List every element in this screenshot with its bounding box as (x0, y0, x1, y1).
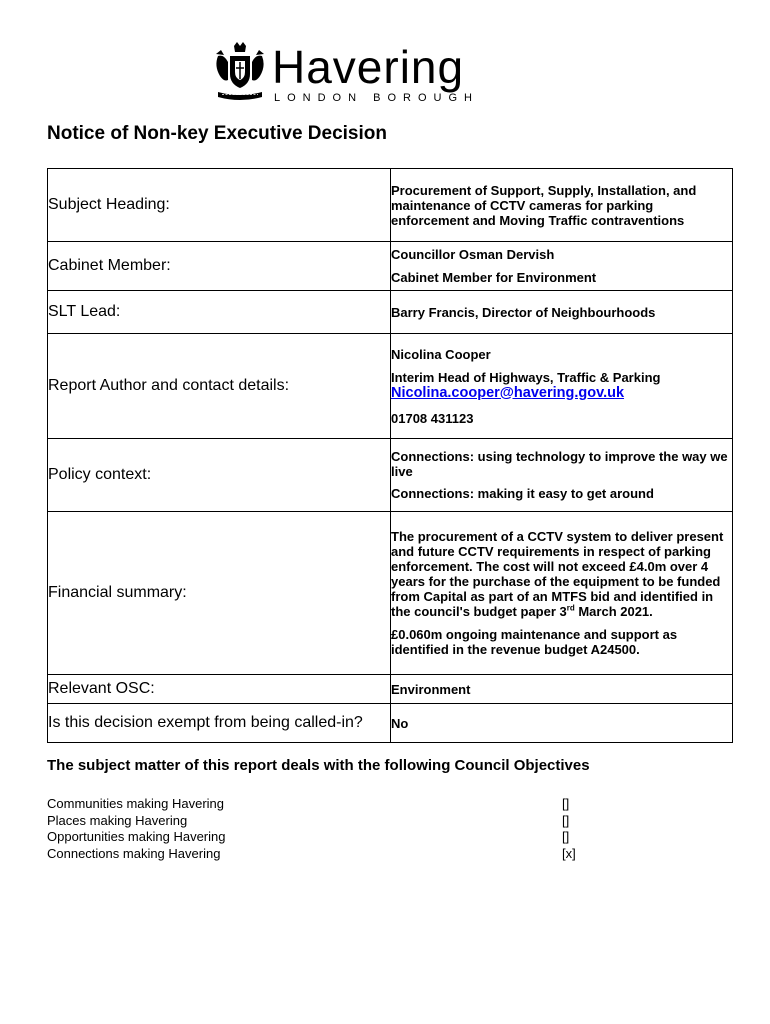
cabinet-member-name: Councillor Osman Dervish (391, 247, 555, 262)
objective-checkbox: [x] (562, 845, 576, 861)
policy-context-label: Policy context: (48, 439, 391, 512)
author-role: Interim Head of Highways, Traffic & Parking (391, 369, 661, 385)
report-author-value (391, 334, 733, 439)
financial-para-1: The procurement of a CCTV system to deliver present and future CCTV requirements in respect of parking enforcement. The cost will not exceed £4.0m over 4 years for the purchase of the equipment to be funded from Capital as part of an MTFS bid and identified in the council's budget paper 3rd March 2021. (391, 529, 724, 619)
havering-logo (212, 40, 502, 106)
report-author-label: Report Author and contact details: (48, 334, 391, 439)
cabinet-member-role: Cabinet Member for Environment (391, 270, 597, 285)
objective-checkbox: [] (562, 829, 570, 844)
list-item: Places making Havering [] (47, 813, 607, 830)
decision-table (47, 168, 733, 743)
table-row (48, 439, 733, 512)
list-item: Opportunities making Havering [] (47, 829, 607, 846)
table-row (48, 242, 733, 291)
list-item: Connections making Havering [x] (47, 846, 607, 863)
cabinet-member-value (391, 242, 733, 291)
author-name: Nicolina Cooper (391, 346, 491, 362)
page-title: Notice of Non-key Executive Decision (47, 123, 387, 144)
brand-name: Havering (272, 41, 465, 93)
exempt-label: Is this decision exempt from being called-in? (48, 704, 391, 743)
coat-of-arms-icon (212, 42, 268, 102)
table-row (48, 704, 733, 743)
table-row (48, 675, 733, 704)
policy-context-value (391, 439, 733, 512)
exempt-value: No (391, 704, 733, 743)
relevant-osc-label: Relevant OSC: (48, 675, 391, 704)
subject-heading-label: Subject Heading: (48, 169, 391, 242)
objectives-heading: The subject matter of this report deals with the following Council Objectives (47, 757, 590, 774)
financial-summary-value (391, 512, 733, 675)
slt-lead-value: Barry Francis, Director of Neighbourhoods (391, 291, 733, 334)
relevant-osc-value: Environment (391, 675, 733, 704)
list-item: Communities making Havering [] (47, 796, 607, 813)
slt-lead-label: SLT Lead: (48, 291, 391, 334)
table-row (48, 512, 733, 675)
objectives-list (47, 796, 607, 862)
policy-line-1: Connections: using technology to improve the way we live (391, 449, 728, 479)
objective-checkbox: [] (562, 812, 570, 828)
objective-checkbox: [] (562, 796, 570, 811)
policy-line-2: Connections: making it easy to get around (391, 486, 654, 501)
subject-heading-value: Procurement of Support, Supply, Installation, and maintenance of CCTV cameras for parking enforcement and Moving Traffic contraventions (391, 169, 733, 242)
financial-para-2: £0.060m ongoing maintenance and support as identified in the revenue budget A24500. (391, 627, 678, 657)
table-row (48, 334, 733, 439)
cabinet-member-label: Cabinet Member: (48, 242, 391, 291)
financial-summary-label: Financial summary: (48, 512, 391, 675)
brand-subtitle: LONDON BOROUGH (274, 92, 479, 104)
table-row (48, 291, 733, 334)
author-email-link[interactable]: Nicolina.cooper@havering.gov.uk (391, 384, 625, 401)
table-row (48, 169, 733, 242)
author-phone: 01708 431123 (391, 410, 474, 426)
